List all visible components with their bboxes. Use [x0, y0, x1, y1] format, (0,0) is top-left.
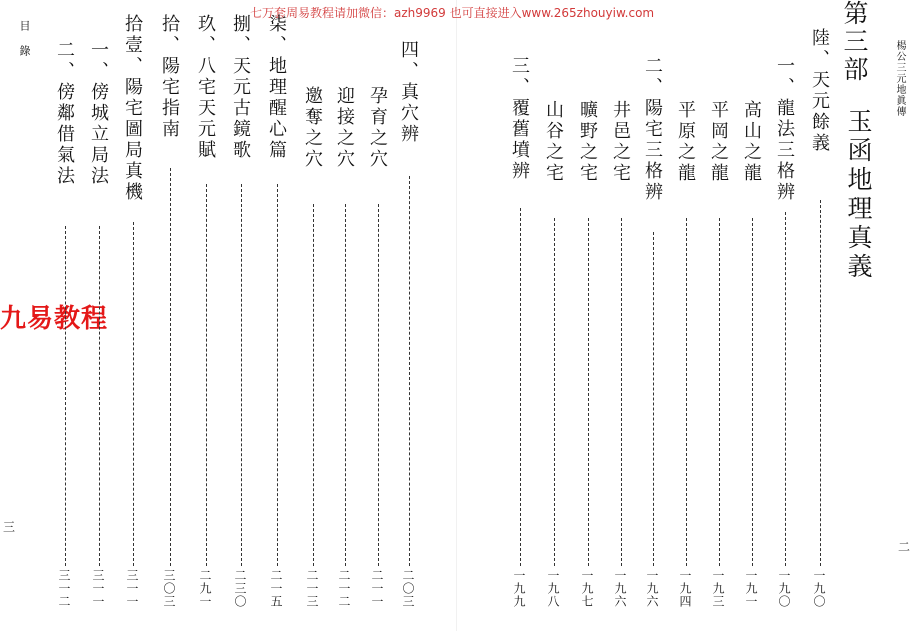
toc-entry-title: 四、真穴辨: [398, 40, 419, 145]
toc-entry: [772, 0, 800, 631]
toc-entry: [507, 0, 535, 631]
toc-leader: [170, 168, 171, 566]
toc-entry-page: 一九六: [645, 569, 659, 608]
left-side-label: 目錄: [18, 20, 31, 70]
toc-entry-page: 一九〇: [777, 569, 791, 608]
toc-entry-title: 一、龍法三格辨: [774, 56, 795, 203]
toc-entry-page: 二一三: [305, 569, 319, 608]
toc-leader: [99, 226, 100, 566]
toc-entry-page: 三〇三: [162, 569, 176, 608]
toc-leader: [588, 218, 589, 566]
toc-entry: [264, 0, 292, 631]
toc-leader: [785, 212, 786, 566]
toc-leader: [378, 204, 379, 566]
toc-entry: [86, 0, 114, 631]
toc-entry-title: 邀奪之穴: [302, 86, 323, 170]
left-page-number: 三: [3, 520, 16, 534]
toc-leader: [133, 222, 134, 566]
toc-entry: [541, 0, 569, 631]
toc-entry-title: 井邑之宅: [610, 100, 631, 184]
toc-leader: [277, 184, 278, 566]
toc-entry-title: 迎接之穴: [334, 86, 355, 170]
toc-entry: [673, 0, 701, 631]
toc-entry-page: 二一一: [370, 569, 384, 608]
toc-entry-page: 一九八: [546, 569, 560, 608]
toc-entry-page: 二〇三: [401, 569, 415, 608]
toc-entry-title: 高山之龍: [741, 100, 762, 184]
toc-entry-title: 三、覆舊墳辨: [509, 56, 530, 182]
toc-entry: [396, 0, 424, 631]
toc-entry: [52, 0, 80, 631]
toc-entry-page: 一九六: [613, 569, 627, 608]
toc-entry-title: 平原之龍: [675, 100, 696, 184]
toc-entry-title: 柒、地理醒心篇: [266, 14, 287, 161]
toc-entry-title: 拾壹、陽宅圖局真機: [122, 14, 143, 203]
page-gutter: [456, 0, 457, 631]
toc-entry-page: 三一一: [125, 569, 139, 608]
toc-entry-title: 玖、八宅天元賦: [195, 14, 216, 161]
toc-leader: [409, 176, 410, 566]
toc-entry-title: 陸、天元餘義: [809, 28, 830, 154]
toc-entry-page: 一九九: [512, 569, 526, 608]
toc-entry-page: 一九七: [580, 569, 594, 608]
toc-entry-title: 山谷之宅: [543, 100, 564, 184]
toc-entry-page: 一九〇: [812, 569, 826, 608]
toc-leader: [653, 232, 654, 566]
toc-entry-title: 一、傍城立局法: [88, 40, 109, 187]
toc-entry-title: 拾、陽宅指南: [159, 14, 180, 140]
toc-entry-page: 一九四: [678, 569, 692, 608]
toc-entry: [332, 0, 360, 631]
toc-leader: [621, 218, 622, 566]
toc-leader: [313, 204, 314, 566]
toc-entry-page: 二三〇: [233, 569, 247, 608]
toc-leader: [752, 218, 753, 566]
toc-entry: [228, 0, 256, 631]
toc-leader: [345, 204, 346, 566]
toc-entry-page: 三一一: [91, 569, 105, 608]
toc-entry-title: 孕育之穴: [367, 86, 388, 170]
toc-leader: [686, 218, 687, 566]
toc-leader: [820, 200, 821, 566]
toc-entry-title: 捌、天元古鏡歌: [230, 14, 251, 161]
toc-entry-page: 三一二: [57, 569, 71, 608]
toc-entry: [807, 0, 835, 631]
right-page-number: 二: [898, 540, 911, 554]
toc-entry: [157, 0, 185, 631]
toc-leader: [554, 218, 555, 566]
watermark-text: 七万套周易教程请加微信：azh9969 也可直接进入www.265zhouyiw.com: [250, 6, 655, 20]
toc-entry: [739, 0, 767, 631]
right-side-label: 楊公三元地眞傳: [894, 40, 905, 117]
toc-entry: [608, 0, 636, 631]
toc-leader: [241, 184, 242, 566]
toc-leader: [206, 184, 207, 566]
toc-entry-title: 二、傍鄰借氣法: [54, 40, 75, 187]
toc-leader: [520, 208, 521, 566]
toc-entry-page: 一九一: [744, 569, 758, 608]
toc-entry: [575, 0, 603, 631]
part-title: 玉函地理真義: [844, 108, 873, 282]
toc-entry-page: 二一二: [337, 569, 351, 608]
toc-entry-title: 曠野之宅: [577, 100, 598, 184]
toc-entry: [640, 0, 668, 631]
part-label: 第三部: [840, 0, 869, 84]
toc-entry-page: 一九三: [711, 569, 725, 608]
toc-entry-title: 平岡之龍: [708, 100, 729, 184]
toc-entry: [120, 0, 148, 631]
toc-leader: [719, 218, 720, 566]
toc-entry: [300, 0, 328, 631]
toc-entry-page: 二九一: [198, 569, 212, 608]
toc-entry: [706, 0, 734, 631]
logo-text: 九易教程: [0, 304, 109, 334]
toc-entry: [365, 0, 393, 631]
toc-leader: [65, 226, 66, 566]
toc-entry-title: 二、陽宅三格辨: [642, 56, 663, 203]
toc-entry: [193, 0, 221, 631]
toc-entry-page: 二一五: [269, 569, 283, 608]
